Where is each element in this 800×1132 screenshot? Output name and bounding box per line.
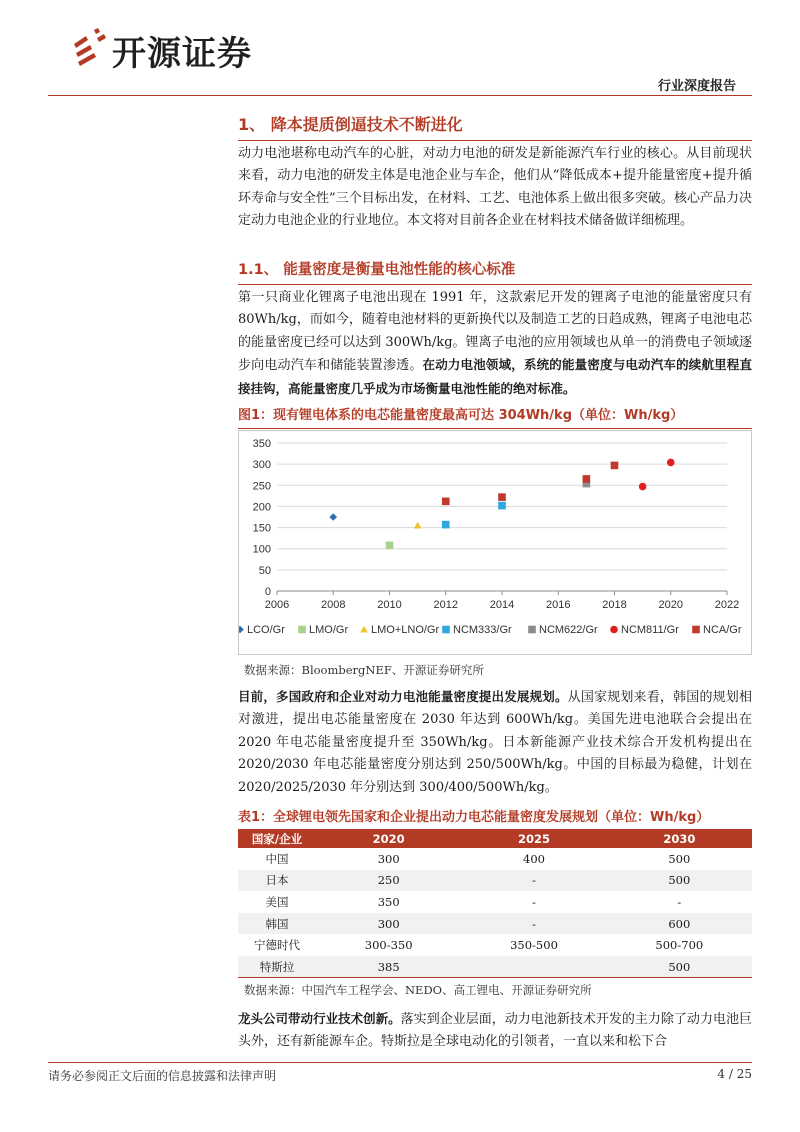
x-tick-label: 2010 (377, 599, 402, 611)
data-point (639, 483, 647, 491)
table-row (238, 913, 752, 935)
legend-marker (528, 626, 536, 634)
data-point (329, 513, 337, 521)
figure-title: 图1：现有锂电体系的电芯能量密度最高可达 304Wh/kg（单位：Wh/kg） (238, 408, 684, 423)
table-cell: 350 (377, 894, 400, 909)
section-1-paragraph: 动力电池堪称电动汽车的心脏，对动力电池的研发是新能源汽车行业的核心。从目前现状来看，动力电池的研发主体是电池企业与车企，他们从“降低成本+提升能量密度+提升循环寿命与安全性”三个目标出发，在材料、工艺、电池体系上做出很多突破。核心产品力决定动力电池企业的行业地位。本文将对目前各企业在材料技术储备做详细梳理。 (238, 146, 752, 229)
x-tick-label: 2008 (321, 599, 346, 611)
table-row (238, 848, 752, 870)
table-header-cell: 2020 (372, 831, 405, 846)
footer-divider (48, 1062, 752, 1063)
figure-divider (238, 428, 752, 429)
table-cell: 韩国 (265, 916, 289, 931)
table-cell (461, 956, 606, 978)
y-tick-label: 0 (264, 586, 271, 598)
header-divider (48, 95, 752, 96)
legend-marker (692, 626, 700, 634)
section-divider (238, 284, 752, 285)
table-cell: 400 (523, 851, 545, 866)
table-cell: 385 (316, 956, 461, 978)
section-1-1-paragraph (238, 287, 752, 401)
data-point (583, 475, 591, 483)
table-title: 表1：全球锂电领先国家和企业提出动力电芯能量密度发展规划（单位：Wh/kg） (238, 810, 710, 825)
data-point (386, 542, 394, 550)
x-tick-label: 2012 (433, 599, 458, 611)
table-cell: 300-350 (364, 938, 413, 953)
data-point (498, 493, 506, 501)
paragraph-emphasis: 目前，多国政府和企业对动力电池能量密度提出发展规划。 (238, 689, 568, 704)
y-tick-label: 150 (252, 522, 271, 535)
table-header-cell: 国家/企业 (251, 831, 303, 846)
section-divider (238, 140, 752, 141)
x-tick-label: 2020 (658, 599, 683, 611)
legend-label: NCM622/Gr (539, 624, 598, 636)
table-cell: - (532, 873, 536, 888)
data-point (442, 498, 450, 506)
table-cell: 250 (377, 873, 400, 888)
y-tick-label: 200 (252, 501, 271, 514)
paragraph-text: 从国家规划来看，韩国的规划相对激进，提出电芯能量密度在 2030 年达到 600Wh/kg。美国先进电池联合会提出在 2020 年电芯能量密度提升至 350Wh/kg。日本新能源产业技术综合开发机构提出在 2020/2030 年电芯能量密度分别达到 250/500Wh/kg。中国的目标最为稳健，计划在 2020/2025/2030 年分别达到 300/400/500Wh/kg。 (238, 690, 752, 795)
legend-marker (610, 626, 618, 634)
plans-paragraph (238, 686, 752, 799)
y-tick-label: 250 (252, 480, 271, 493)
table-row (238, 956, 752, 978)
legend-label: NCM811/Gr (621, 624, 679, 636)
table-cell: 特斯拉 (238, 956, 316, 978)
energy-density-chart (239, 431, 751, 654)
y-tick-label: 300 (252, 459, 271, 472)
footer-disclaimer: 请务必参阅正文后面的信息披露和法律声明 (48, 1069, 277, 1083)
legend-label: NCM333/Gr (453, 624, 512, 636)
page-number: 4 / 25 (717, 1067, 752, 1081)
x-tick-label: 2022 (714, 599, 740, 611)
energy-density-table (238, 829, 752, 978)
legend-label: LCO/Gr (247, 624, 285, 636)
legend-label: LMO/Gr (309, 624, 349, 636)
table-cell: 300 (377, 916, 400, 931)
x-tick-label: 2014 (489, 599, 515, 611)
paragraph-text: 落实到企业层面，动力电池新技术开发的主力除了动力电池巨头外，还有新能源车企。特斯拉是全球电动化的引领者，一直以来和松下合 (238, 1012, 752, 1050)
table-row (238, 934, 752, 956)
table-cell: 日本 (265, 873, 289, 888)
paragraph-emphasis: 龙头公司带动行业技术创新。 (238, 1011, 401, 1026)
data-point (667, 459, 675, 467)
section-heading-1: 1、 降本提质倒逼技术不断进化 (238, 115, 463, 134)
legend-marker (360, 626, 368, 633)
legend-label: NCA/Gr (703, 624, 742, 636)
legend-marker (442, 626, 450, 634)
data-point (498, 502, 506, 510)
legend-marker (239, 626, 244, 634)
data-point (611, 462, 619, 470)
table-source: 数据来源：中国汽车工程学会、NEDO、高工锂电、开源证券研究所 (244, 983, 592, 997)
data-point (414, 522, 422, 529)
company-name: 开源证券 (112, 34, 252, 74)
table-cell: 500 (668, 851, 691, 866)
table-cell: 500-700 (655, 938, 704, 953)
table-row (238, 891, 752, 913)
table-header-row (238, 829, 752, 848)
x-tick-label: 2018 (602, 599, 627, 611)
table-header-cell: 2030 (663, 831, 696, 846)
y-tick-label: 350 (252, 438, 271, 450)
figure-source: 数据来源：BloombergNEF、开源证券研究所 (244, 663, 484, 677)
table-cell: - (532, 916, 536, 931)
table-header-cell: 2025 (517, 831, 550, 846)
leaders-paragraph (238, 1008, 752, 1054)
paragraph-text: 第一只商业化锂离子电池出现在 1991 年，这款索尼开发的锂离子电池的能量密度只有 80Wh/kg，而如今，随着电池材料的更新换代以及制造工艺的日趋成熟，锂离子电池电芯的能量密度已经可以达到 300Wh/kg。锂离子电池的应用领域也从单一的消费电子领域逐步向电动汽车和储能装置渗透。 (238, 290, 752, 374)
y-tick-label: 100 (252, 543, 271, 556)
table-cell: 宁德时代 (254, 938, 300, 953)
data-point (442, 521, 450, 529)
table-row (238, 870, 752, 892)
table-cell: 300 (377, 851, 400, 866)
report-type: 行业深度报告 (657, 79, 736, 94)
table-cell: - (677, 894, 682, 909)
table-cell: 600 (668, 916, 691, 931)
legend-marker (298, 626, 306, 634)
table-cell: 500 (668, 873, 691, 888)
legend-label: LMO+LNO/Gr (371, 624, 440, 636)
chart-frame (238, 430, 752, 655)
y-tick-label: 50 (258, 564, 271, 577)
section-heading-1-1: 1.1、 能量密度是衡量电池性能的核心标准 (238, 262, 516, 278)
table-cell: - (532, 894, 536, 909)
table-cell: 350-500 (510, 938, 558, 953)
x-tick-label: 2016 (546, 599, 571, 611)
table-cell: 500 (607, 956, 752, 978)
paragraph-emphasis: 在动力电池领域，系统的能量密度与电动汽车的续航里程直接挂钩，高能量密度几乎成为市场衡量电池性能的绝对标准。 (238, 357, 752, 396)
x-tick-label: 2006 (264, 599, 290, 611)
table-cell: 中国 (265, 851, 289, 866)
table-cell: 美国 (265, 894, 289, 909)
